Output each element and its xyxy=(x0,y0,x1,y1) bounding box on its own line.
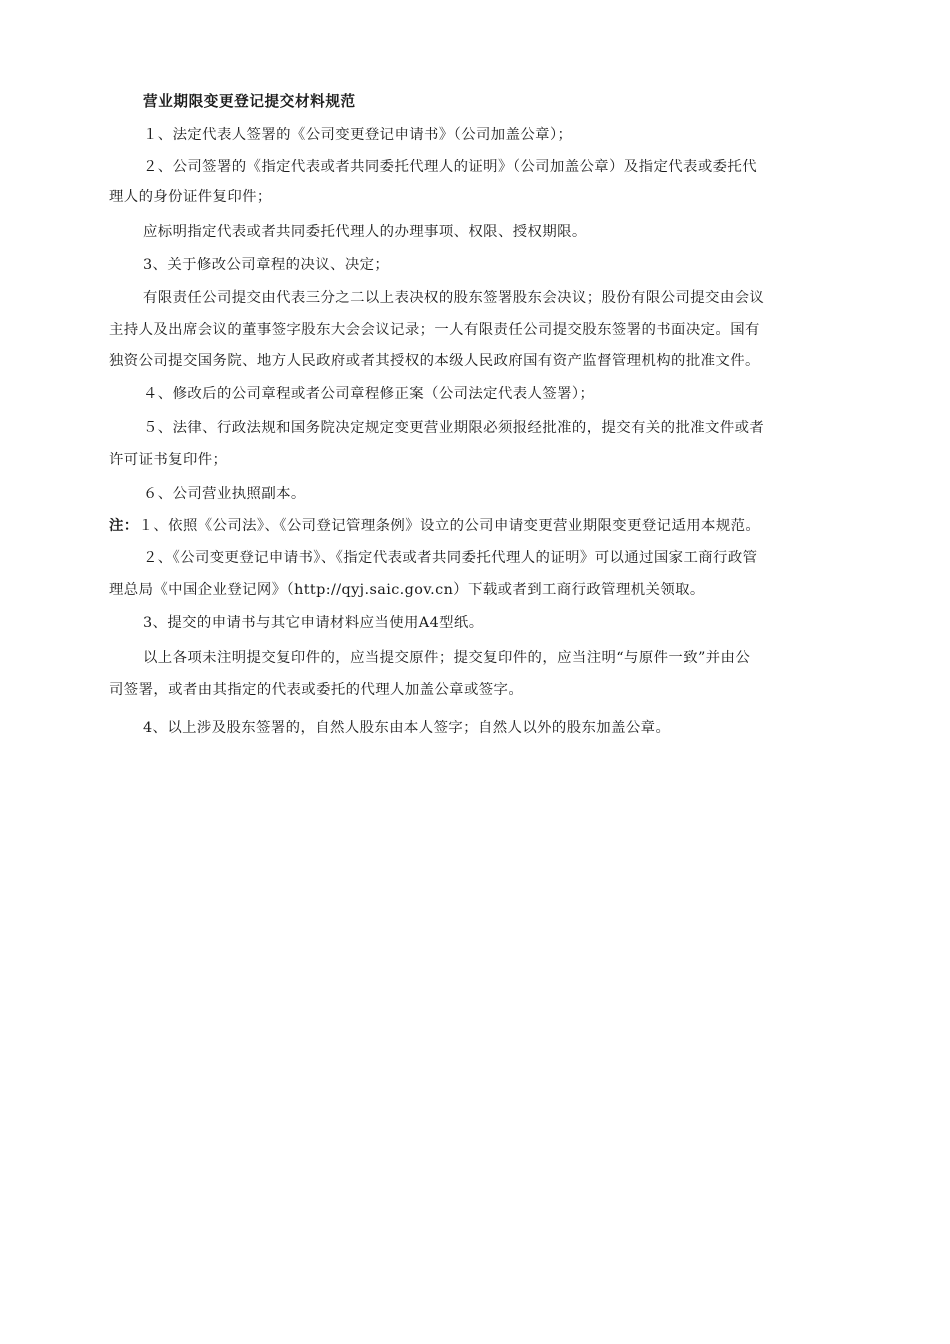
item-2-line-1: ２、公司签署的《指定代表或者共同委托代理人的证明》（公司加盖公章）及指定代表或委托代 xyxy=(143,159,758,175)
note-3-sub-line-1: 以上各项未注明提交复印件的，应当提交原件；提交复印件的，应当注明“与原件一致”并由公 xyxy=(143,650,751,666)
note-1: １、依照《公司法》、《公司登记管理条例》设立的公司申请变更营业期限变更登记适用本规范。 xyxy=(138,518,761,534)
item-6: ６、公司营业执照副本。 xyxy=(143,486,306,502)
item-5-line-1: ５、法律、行政法规和国务院决定规定变更营业期限必须报经批准的，提交有关的批准文件或者 xyxy=(143,420,765,436)
document-title: 营业期限变更登记提交材料规范 xyxy=(143,93,356,110)
item-3-sub-line-2: 主持人及出席会议的董事签字股东大会会议记录；一人有限责任公司提交股东签署的书面决定。国有 xyxy=(109,322,760,338)
item-5-line-2: 许可证书复印件； xyxy=(109,452,228,468)
note-4: 4、以上涉及股东签署的，自然人股东由本人签字；自然人以外的股东加盖公章。 xyxy=(143,720,671,736)
item-4: ４、修改后的公司章程或者公司章程修正案（公司法定代表人签署）； xyxy=(143,386,595,402)
item-3-sub-line-3: 独资公司提交国务院、地方人民政府或者其授权的本级人民政府国有资产监督管理机构的批准文件。 xyxy=(109,353,760,369)
item-1: １、法定代表人签署的《公司变更登记申请书》（公司加盖公章）； xyxy=(143,127,573,143)
note-label: 注： xyxy=(109,518,139,534)
item-3: 3、关于修改公司章程的决议、决定； xyxy=(143,257,390,273)
item-3-sub-line-1: 有限责任公司提交由代表三分之二以上表决权的股东签署股东会决议；股份有限公司提交由会议 xyxy=(143,290,765,306)
item-2-sub: 应标明指定代表或者共同委托代理人的办理事项、权限、授权期限。 xyxy=(143,224,587,240)
note-3: 3、提交的申请书与其它申请材料应当使用A4型纸。 xyxy=(143,615,484,631)
note-2-line-1: ２、《公司变更登记申请书》、《指定代表或者共同委托代理人的证明》可以通过国家工商行政管 xyxy=(143,550,758,566)
item-2-line-2: 理人的身份证件复印件； xyxy=(109,189,272,205)
note-1-row xyxy=(109,516,760,536)
note-3-sub-line-2: 司签署，或者由其指定的代表或委托的代理人加盖公章或签字。 xyxy=(109,682,524,698)
note-2-line-2: 理总局《中国企业登记网》（http://qyj.saic.gov.cn）下载或者到工商行政管理机关领取。 xyxy=(109,582,705,598)
